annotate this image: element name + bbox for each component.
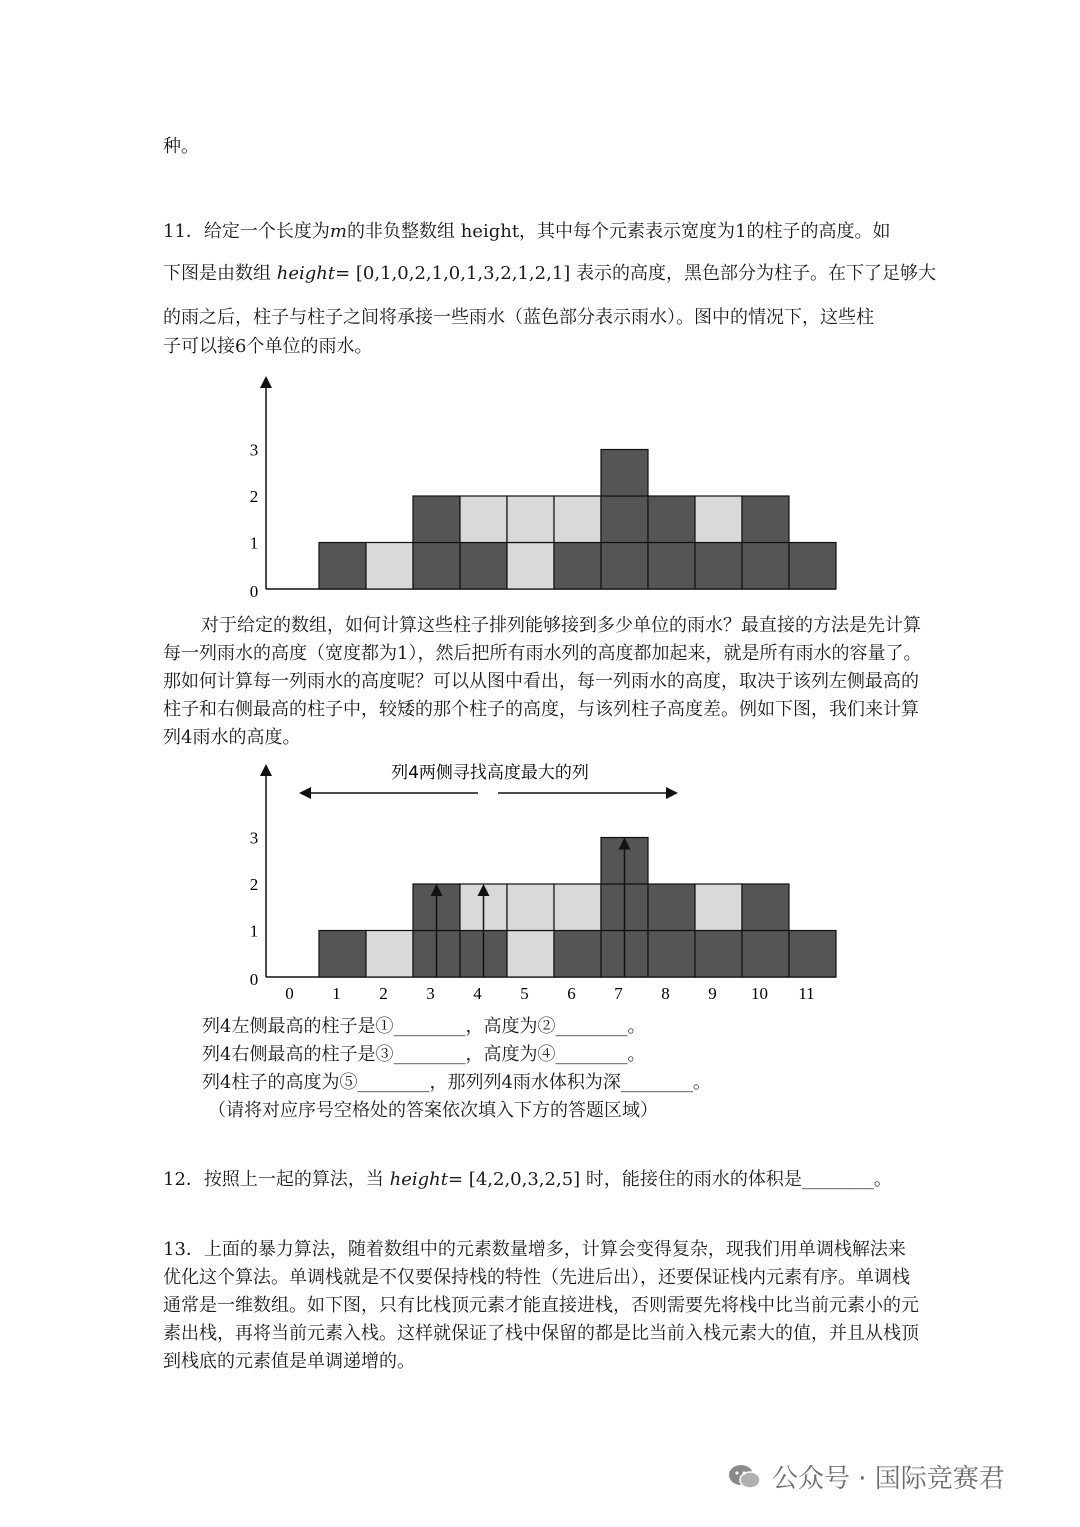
water-cell	[507, 884, 554, 931]
water-cell	[460, 496, 507, 543]
water-cell	[695, 884, 742, 931]
q11-line1-end: 的非负整数组 height，其中每个元素表示宽度为1的柱子的高度。如	[346, 221, 891, 242]
var-height: height	[276, 263, 336, 284]
bar-cell	[413, 543, 460, 590]
bar-cell	[648, 884, 695, 931]
fill-line-1: 列4左侧最高的柱子是①________，高度为②________。	[202, 1016, 646, 1037]
watermark	[728, 1458, 1005, 1495]
q11-line4: 子可以接6个单位的雨水。	[163, 336, 373, 357]
array-literal: = [0,1,0,2,1,0,1,3,2,1,2,1]	[335, 263, 571, 284]
x-tick-label: 3	[426, 984, 435, 1003]
bar-cell	[648, 543, 695, 590]
explanation-paragraph: 对于给定的数组，如何计算这些柱子排列能够接到多少单位的雨水？最直接的方法是先计算每一列雨水的高度（宽度都为1），然后把所有雨水列的高度都加起来，就是所有雨水的容量了。那如何计算每一列雨水的高度呢？可以从图中看出，每一列雨水的高度，取决于该列左侧最高的柱子和右侧最高的柱子中，较矮的那个柱子的高度，与该列柱子高度差。例如下图，我们来计算列4雨水的高度。	[163, 615, 922, 748]
y-tick-label: 2	[249, 875, 259, 894]
bar-cell	[601, 543, 648, 590]
y-tick-label: 3	[249, 828, 259, 848]
watermark-text: 公众号 · 国际竞赛君	[772, 1464, 1005, 1494]
bar-cell	[319, 931, 366, 978]
q12-array: = [4,2,0,3,2,5]	[448, 1169, 581, 1190]
q13-paragraph: 13．上面的暴力算法，随着数组中的元素数量增多，计算会变得复杂，现我们用单调栈解法来优化这个算法。单调栈就是不仅要保持栈的特性（先进后出），还要保证栈内元素有序。单调栈通常是一维数组。如下图，只有比栈顶元素才能直接进栈，否则需要先将栈中比当前元素小的元素出栈，再将当前元素入栈。这样就保证了栈中保留的都是比当前入栈元素大的值，并且从栈顶到栈底的元素值是单调递增的。	[163, 1239, 919, 1372]
y-tick-label: 1	[249, 921, 259, 941]
bar-cell	[742, 931, 789, 978]
bar-cell	[695, 931, 742, 978]
answer-note: （请将对应序号空格处的答案依次填入下方的答题区域）	[208, 1100, 658, 1121]
bar-cell	[648, 931, 695, 978]
q11-line2	[163, 259, 936, 285]
bar-cell	[601, 496, 648, 543]
water-cell	[366, 931, 413, 978]
bar-cell	[789, 931, 836, 978]
bar-cell	[413, 496, 460, 543]
q12-prefix: 12．按照上一起的算法，当	[163, 1169, 384, 1190]
bar-cell	[319, 543, 366, 590]
y-tick-label: 3	[249, 440, 259, 460]
water-cell	[366, 543, 413, 590]
rainwater-chart-1	[0, 370, 1080, 600]
x-tick-label: 0	[285, 984, 294, 1003]
water-cell	[695, 496, 742, 543]
bar-cell	[742, 884, 789, 931]
rainwater-chart-2	[0, 758, 1080, 1008]
q11-line2-end: 表示的高度，黑色部分为柱子。在下了足够大	[576, 263, 937, 284]
q11-line3: 的雨之后，柱子与柱子之间将承接一些雨水（蓝色部分表示雨水）。图中的情况下，这些柱	[163, 307, 874, 328]
fill-line-3: 列4柱子的高度为⑤________，那列列4雨水体积为深________。	[202, 1072, 711, 1093]
q11-line2-start: 下图是由数组	[163, 263, 271, 284]
q12-var-height: height	[389, 1169, 448, 1190]
y-tick-label: 2	[249, 487, 259, 506]
bar-cell	[601, 450, 648, 497]
x-tick-label: 9	[708, 984, 717, 1003]
bar-cell	[695, 543, 742, 590]
bar-cell	[554, 931, 601, 978]
bar-cell	[460, 543, 507, 590]
water-cell	[507, 931, 554, 978]
water-cell	[554, 496, 601, 543]
fill-line-2: 列4右侧最高的柱子是③________，高度为④________。	[202, 1044, 646, 1065]
x-tick-label: 11	[798, 984, 815, 1003]
x-tick-label: 1	[332, 984, 341, 1003]
bar-cell	[554, 543, 601, 590]
bar-cell	[789, 543, 836, 590]
bar-cell	[742, 496, 789, 543]
annotation-text: 列4两侧寻找高度最大的列	[391, 763, 589, 783]
top-fragment: 种。	[163, 136, 199, 157]
x-tick-label: 10	[751, 984, 768, 1003]
bar-cell	[648, 496, 695, 543]
water-cell	[507, 543, 554, 590]
water-cell	[507, 496, 554, 543]
y-tick-label: 0	[249, 970, 259, 989]
x-tick-label: 5	[520, 984, 529, 1003]
q12-line	[163, 1165, 892, 1191]
q11-line1	[163, 217, 891, 243]
wechat-icon	[728, 1463, 762, 1491]
x-tick-label: 6	[567, 984, 576, 1003]
var-m: m	[329, 221, 347, 242]
q11-line1-start: 11．给定一个长度为	[163, 221, 330, 242]
y-tick-label: 0	[249, 582, 259, 600]
x-tick-label: 2	[379, 984, 388, 1003]
x-tick-label: 4	[473, 984, 482, 1003]
x-tick-label: 7	[614, 984, 623, 1003]
bar-cell	[742, 543, 789, 590]
q12-suffix: 时，能接住的雨水的体积是________。	[585, 1169, 892, 1190]
y-tick-label: 1	[249, 533, 259, 553]
water-cell	[554, 884, 601, 931]
x-tick-label: 8	[661, 984, 670, 1003]
